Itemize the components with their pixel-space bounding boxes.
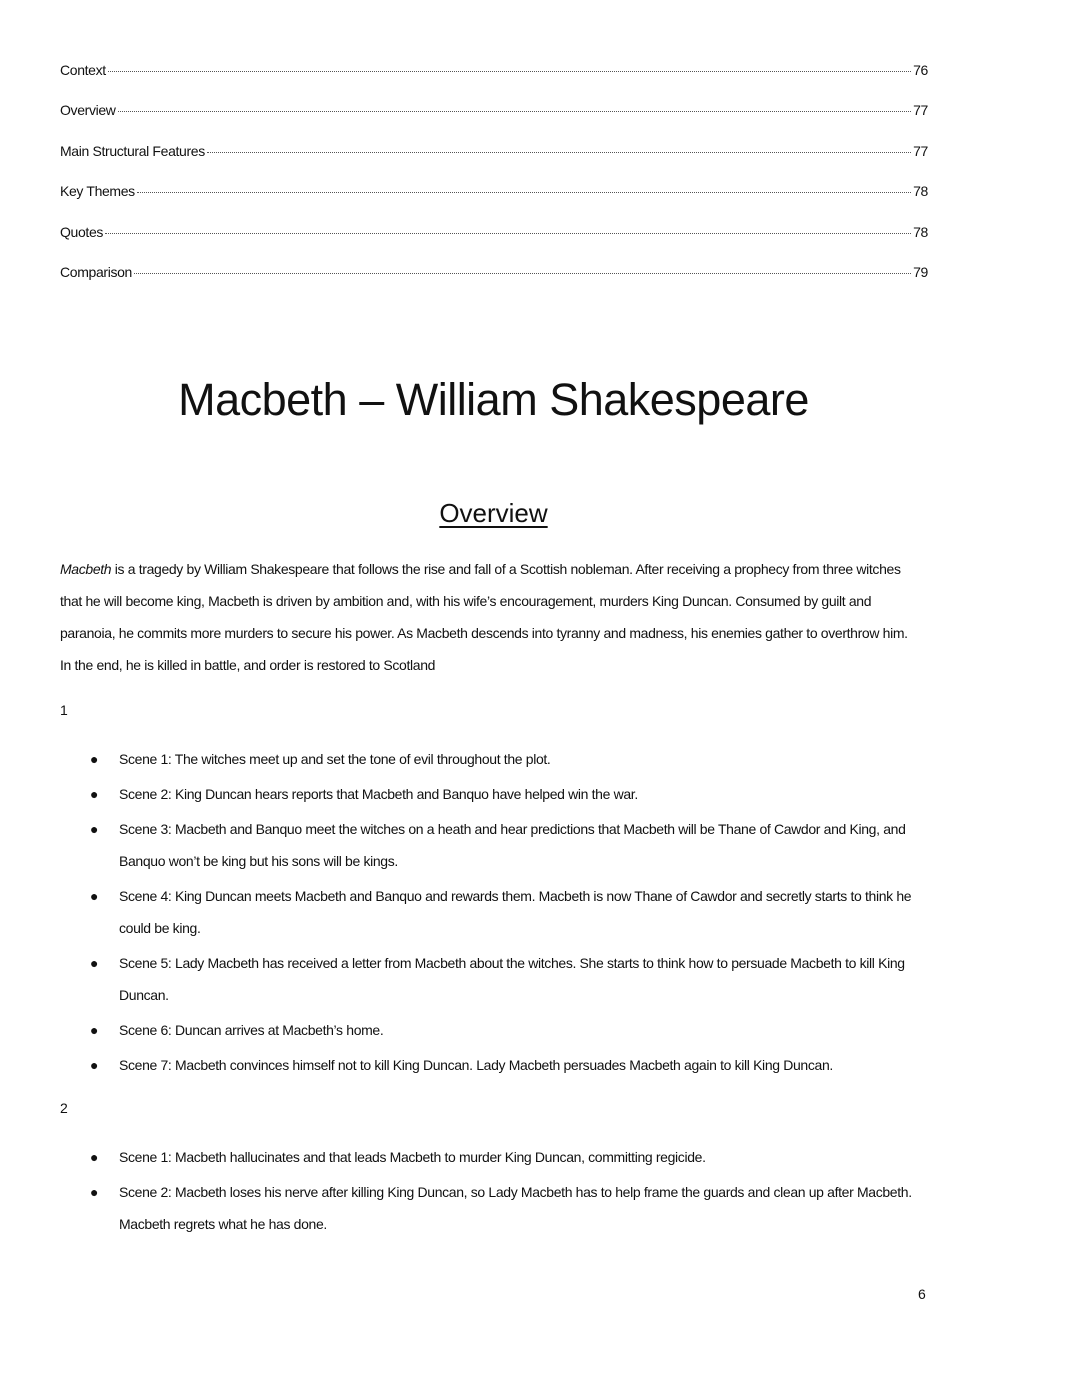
toc-page: 78 (913, 223, 928, 240)
list-item (60, 1014, 920, 1046)
toc-leader (118, 111, 912, 112)
toc-leader (134, 273, 911, 274)
toc-page: 78 (913, 183, 928, 200)
bullet-icon: ● (90, 786, 99, 802)
list-item (60, 947, 920, 1011)
toc-label: Main Structural Features (60, 142, 205, 159)
overview-text: is a tragedy by William Shakespeare that follows the rise and fall of a Scottish nobleman. After receiving a prophecy from three witches that he will become king, Macbeth is driven by ambition and, with his wife’s encouragement, murders King Duncan. Consumed by guilt and paranoia, he commits more murders to secure his power. As Macbeth descends into tyranny and madness, his enemies gather to overthrow him. In the end, he is killed in battle, and order is restored to Scotland (60, 561, 908, 673)
bullet-icon: ● (90, 751, 99, 767)
overview-paragraph (60, 553, 920, 681)
scene-text: Scene 1: The witches meet up and set the tone of evil throughout the plot. (119, 751, 551, 767)
list-item (60, 778, 920, 810)
bullet-icon: ● (90, 1057, 99, 1073)
act-number: 1 (60, 702, 68, 718)
act-1-scene-list (60, 743, 920, 1084)
scene-text: Scene 6: Duncan arrives at Macbeth’s home. (119, 1022, 384, 1038)
act-number: 2 (60, 1100, 68, 1116)
toc-entry[interactable] (60, 264, 928, 304)
scene-text: Scene 1: Macbeth hallucinates and that leads Macbeth to murder King Duncan, committing regicide. (119, 1149, 706, 1165)
page-number: 6 (918, 1286, 926, 1302)
toc-entry[interactable] (60, 183, 928, 223)
list-item (60, 743, 920, 775)
scene-text: Scene 2: Macbeth loses his nerve after killing King Duncan, so Lady Macbeth has to help frame the guards and clean up after Macbeth. Macbeth regrets what he has done. (119, 1184, 912, 1232)
scene-text: Scene 3: Macbeth and Banquo meet the witches on a heath and hear predictions that Macbeth will be Thane of Cawdor and King, and Banquo won’t be king but his sons will be kings. (119, 821, 906, 869)
toc-page: 77 (913, 142, 928, 159)
toc-entry[interactable] (60, 62, 928, 102)
document-title: Macbeth – William Shakespeare (178, 374, 809, 425)
list-item (60, 1141, 920, 1173)
toc-label: Context (60, 62, 106, 78)
toc-page: 77 (913, 102, 928, 119)
bullet-icon: ● (90, 955, 99, 971)
toc-entry[interactable] (60, 224, 928, 264)
bullet-icon: ● (90, 888, 99, 904)
toc-label: Comparison (60, 263, 132, 280)
toc-label: Key Themes (60, 183, 135, 200)
list-item (60, 1176, 920, 1240)
scene-text: Scene 4: King Duncan meets Macbeth and Banquo and rewards them. Macbeth is now Thane of Cawdor and secretly starts to think he could be king. (119, 888, 912, 936)
bullet-icon: ● (90, 1149, 99, 1165)
toc-entry[interactable] (60, 143, 928, 183)
scene-text: Scene 2: King Duncan hears reports that Macbeth and Banquo have helped win the war. (119, 786, 638, 802)
list-item (60, 813, 920, 877)
toc-entry[interactable] (60, 102, 928, 142)
toc-leader (207, 152, 911, 153)
play-title: Macbeth (60, 561, 112, 577)
toc-label: Quotes (60, 223, 104, 240)
scene-text: Scene 5: Lady Macbeth has received a letter from Macbeth about the witches. She starts to think how to persuade Macbeth to kill King Duncan. (119, 955, 905, 1003)
section-heading: Overview (439, 498, 548, 528)
act-2-scene-list (60, 1141, 920, 1243)
list-item (60, 1049, 920, 1081)
toc-label: Overview (60, 102, 116, 119)
list-item (60, 880, 920, 944)
bullet-icon: ● (90, 1184, 99, 1200)
table-of-contents (60, 62, 928, 304)
toc-page: 76 (913, 62, 928, 78)
toc-page: 79 (913, 263, 928, 280)
toc-leader (108, 71, 911, 72)
toc-leader (105, 233, 911, 234)
bullet-icon: ● (90, 821, 99, 837)
scene-text: Scene 7: Macbeth convinces himself not to kill King Duncan. Lady Macbeth persuades Macbeth again to kill King Duncan. (119, 1057, 833, 1073)
toc-leader (137, 192, 911, 193)
bullet-icon: ● (90, 1022, 99, 1038)
